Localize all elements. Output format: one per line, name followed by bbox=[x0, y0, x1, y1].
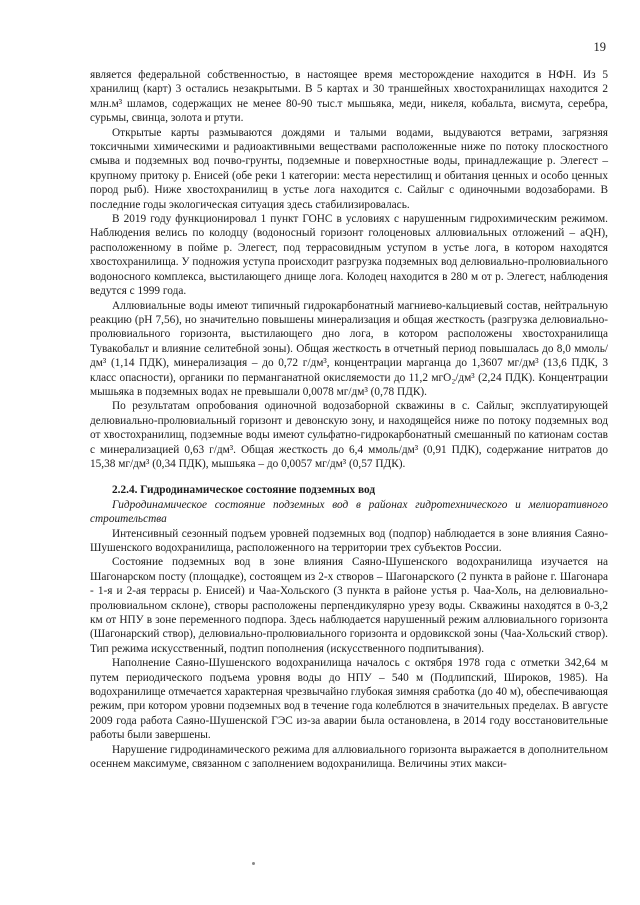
subsection-heading: Гидродинамическое состояние подземных вод в районах гидротехнического и мелиоративного строительства bbox=[90, 498, 608, 526]
page-number: 19 bbox=[593, 40, 606, 54]
page-content bbox=[90, 68, 608, 772]
paragraph: По результатам опробования одиночной водозаборной скважины в с. Сайлыг, эксплуатирующей делювиально-пролювиальный горизонт и девонскую зону, и находящейся ниже по потоку подземных вод от хвостохранилищ, подземные воды имеют сульфатно-гидрокарбонатный смешанный по катионам состав с минерализацией 0,63 г/дм³. Общая жесткость до 6,4 ммоль/дм³ (0,91 ПДК), содержание нитратов до 15,38 мг/дм³ (0,34 ПДК), мышьяка – до 0,0057 мг/дм³ (0,57 ПДК). bbox=[90, 400, 608, 470]
paragraph: Открытые карты размываются дождями и талыми водами, выдуваются ветрами, загрязняя токсичными химическими и радиоактивными веществами расположенные ниже по потоку плоскостного смыва и подземных вод почво-грунты, подземные и поверхностные воды, принадлежащие р. Элегест – крупному притоку р. Енисей (обе реки 1 категории: места нерестилищ и обитания ценных и особо ценных пород рыб). Ниже хвостохранилищ в устье лога находится с. Сайлыг с одиночными водозаборами. В последние годы экологическая ситуация здесь стабилизировалась. bbox=[90, 126, 608, 211]
paragraph: Состояние подземных вод в зоне влияния Саяно-Шушенского водохранилища изучается на Шагонарском посту (площадке), состоящем из 2-х створов – Шагонарского (2 пункта в районе г. Шагонара - 1-я и 2-ая террасы р. Енисей) и Чаа-Хольского (3 пункта в районе устья р. Чаа-Холь, на делювиально-пролювиальном склоне), створы расположены перпендикулярно урезу воды. Скважины находятся в 0-3,2 км от НПУ в зоне переменного подпора. Здесь наблюдается нарушенный режим аллювиального горизонта (Шагонарский створ), делювиально-пролювиального горизонта и ордовикской зоны (Чаа-Хольский створ). Тип режима искусственный, подтип пополнения (искусственного подпитывания). bbox=[90, 556, 608, 655]
paragraph: Нарушение гидродинамического режима для аллювиального горизонта выражается в дополнительном осеннем максимуме, связанном с заполнением водохранилища. Величины этих макси- bbox=[90, 743, 608, 771]
scan-speck bbox=[252, 862, 255, 865]
section-heading: 2.2.4. Гидродинамическое состояние подземных вод bbox=[112, 484, 376, 497]
paragraph: Интенсивный сезонный подъем уровней подземных вод (подпор) наблюдается в зоне влияния Саяно-Шушенского водохранилища, расположенного на территории трех субъектов России. bbox=[90, 527, 608, 554]
paragraph: Наполнение Саяно-Шушенского водохранилища началось с октября 1978 года с отметки 342,64 м путем периодического подъема уровня воды до НПУ – 540 м (Подлипский, Широков, 1985). На водохранилище отмечается характерная чрезвычайно глубокая зимняя сработка (до 40 м), обеспечивающая режим, при котором уровни подземных вод в течение года колеблются в значительных пределах. В августе 2009 года работа Саяно-Шушенской ГЭС из-за аварии была остановлена, в 2014 году восстановительные работы были завершены. bbox=[90, 657, 608, 742]
paragraph: В 2019 году функционировал 1 пункт ГОНС в условиях с нарушенным гидрохимическим режимом. Наблюдения велись по колодцу (водоносный горизонт голоценовых аллювиальных отложений – aQH), расположенному в пойме р. Элегест, под террасовидным уступом в устье лога, в котором находятся хвостохранилища. У подножия уступа происходит разгрузка подземных вод делювиально-пролювиального водоносного комплекса, выстилающего днище лога. Колодец находится в 280 м от р. Элегест, наблюдения ведутся с 1999 года. bbox=[90, 213, 608, 298]
paragraph: Аллювиальные воды имеют типичный гидрокарбонатный магниево-кальциевый состав, нейтральную реакцию (рН 7,56), но значительно повышены минерализация и общая жесткость (разгрузка делювиально-пролювиального горизонта, выстилающего дно лога, в котором расположены хвостохранилища Тувакобальт и влияние селитебной зоны). Общая жесткость в отчетный период повышалась до 8,0 ммоль/дм³ (1,14 ПДК), минерализация – до 0,72 г/дм³, концентрации марганца до 1,3607 мг/дм³ (13,6 ПДК, 3 класс опасности), органики по перманганатной окисляемости до 11,2 мгО₂/дм³ (2,24 ПДК). Концентрации мышьяка в подземных водах не превышали 0,0078 мг/дм³ (0,78 ПДК). bbox=[90, 299, 608, 398]
paragraph: является федеральной собственностью, в настоящее время месторождение находится в НФН. Из 5 хранилищ (карт) 3 остались незакрытыми. В 5 картах и 30 траншейных хвостохранилищах находится 2 млн.м³ шламов, содержащих не менее 80-90 тыс.т мышьяка, меди, никеля, кобальта, висмута, серебра, сурьмы, свинца, золота и ртути. bbox=[90, 69, 608, 125]
